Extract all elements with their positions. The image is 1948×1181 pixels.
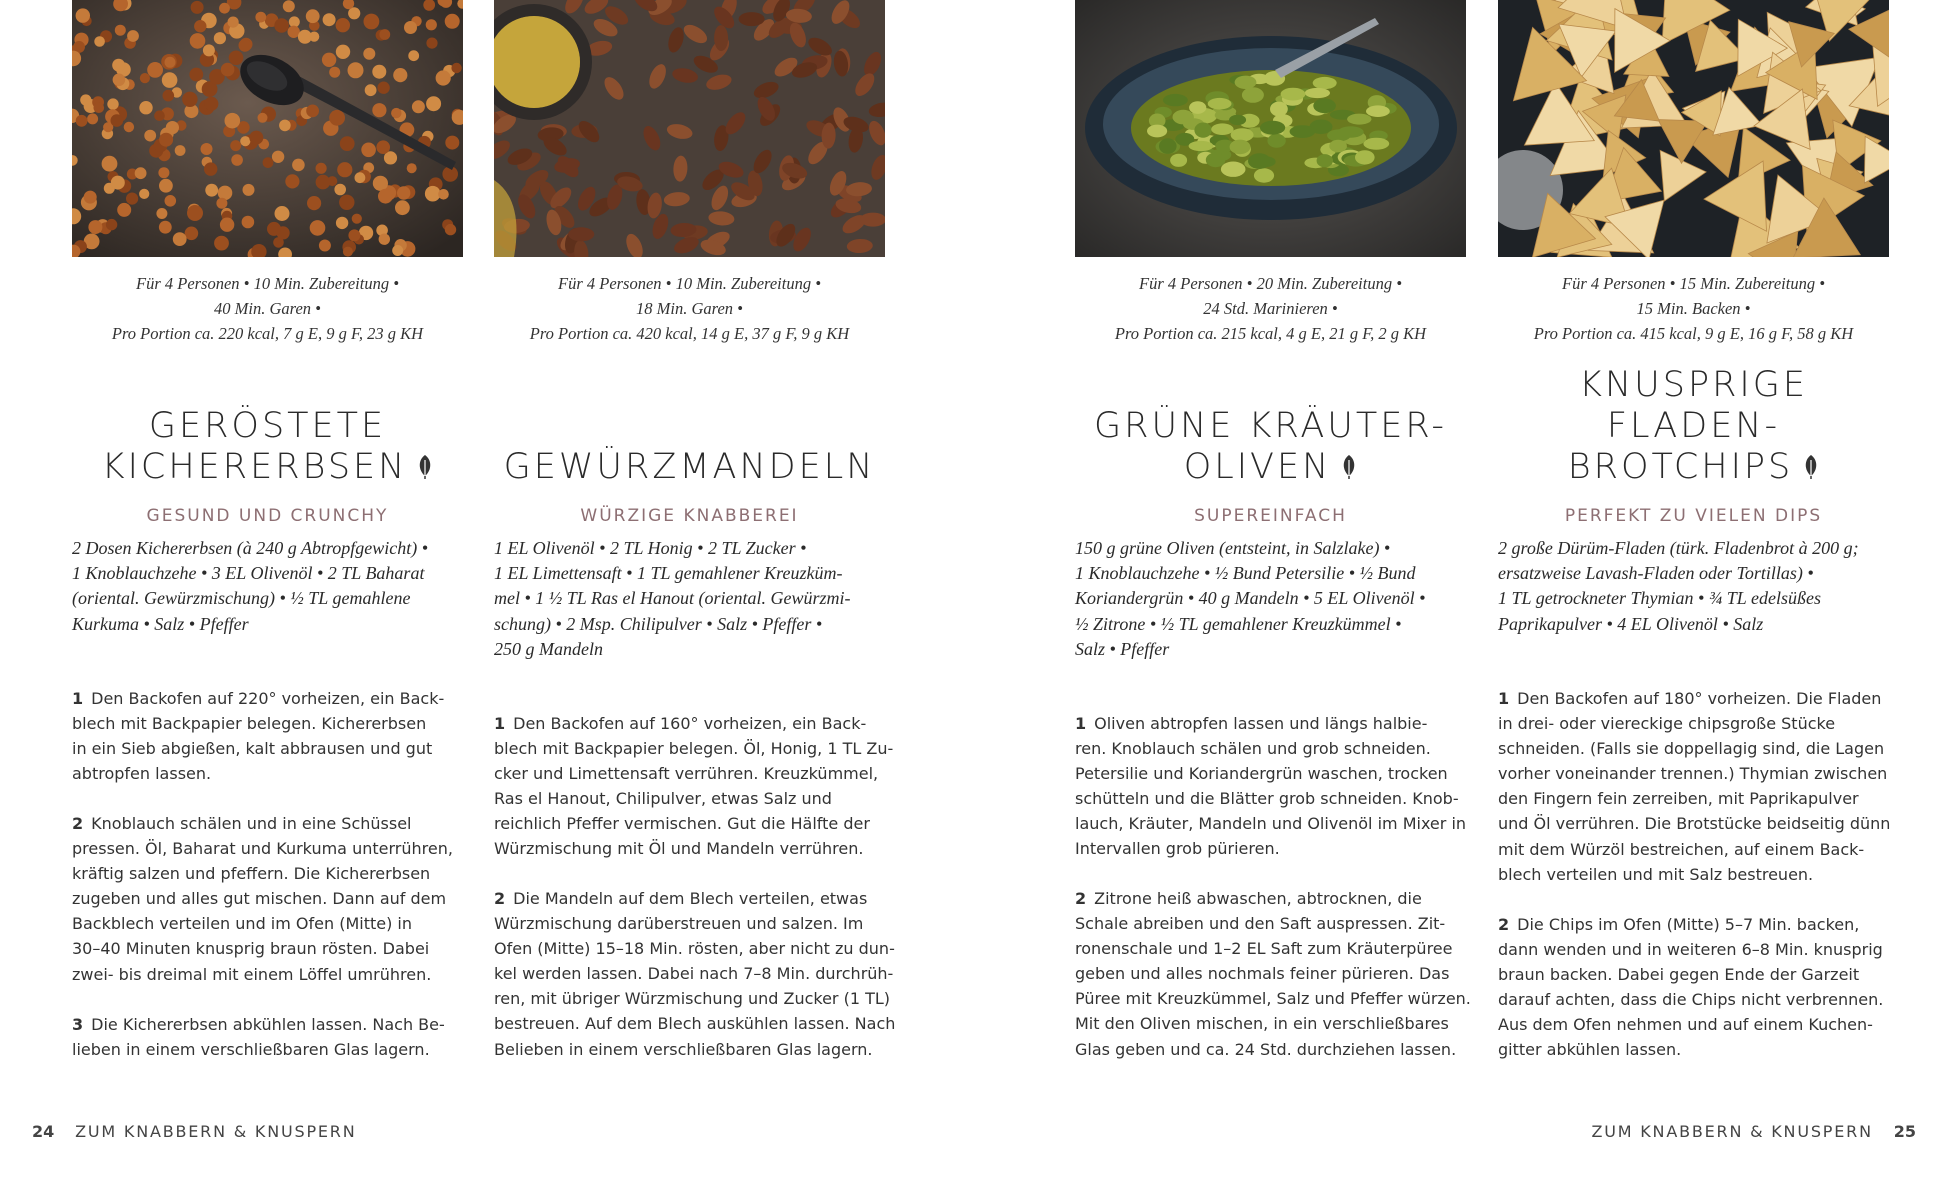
- recipe-title: KNUSPRIGE FLADEN- BROTCHIPS: [1498, 365, 1889, 488]
- page-number-left: 24: [32, 1122, 55, 1141]
- recipe-subtitle: WÜRZIGE KNABBEREI: [580, 506, 799, 526]
- section-title-right: ZUM KNABBERN & KNUSPERN: [1591, 1122, 1873, 1141]
- ingredients-list: 2 große Dürüm-Fladen (türk. Fladenbrot à 200 g; ersatzweise Lavash-Fladen oder Tortillas) • 1 TL getrockneter Thymian • ¾ TL edelsüßes Paprikapulver • 4 EL Olivenöl • Salz: [1498, 538, 1859, 634]
- section-title-left: ZUM KNABBERN & KNUSPERN: [75, 1122, 357, 1141]
- step-1: 1 Oliven abtropfen lassen und längs halbie- ren. Knoblauch schälen und grob schneiden. Petersilie und Koriandergrün waschen, trocken schütteln und die Blätter grob schneiden. Knob- lauch, Kräuter, Mandeln und Olivenöl im Mixer in Intervallen grob pürieren.: [1075, 714, 1467, 859]
- ingredients-list: 2 Dosen Kichererbsen (à 240 g Abtropfgewicht) • 1 Knoblauchzehe • 3 EL Olivenöl • 2 TL Baharat (oriental. Gewürzmischung) • ½ TL gemahlene Kurkuma • Salz • Pfeffer: [72, 538, 429, 634]
- step-1: 1 Den Backofen auf 160° vorheizen, ein Back- blech mit Backpapier belegen. Öl, Honig, 1 TL Zu- cker und Limettensaft verrühren. Kreuzkümmel, Ras el Hanout, Chilipulver, etwas Salz und reichlich Pfeffer vermischen. Gut die Hälfte der Würzmischung mit Öl und Mandeln verrühren.: [494, 714, 894, 859]
- recipe-roasted-chickpeas: [72, 0, 463, 1060]
- step-3: 3 Die Kichererbsen abkühlen lassen. Nach Be- lieben in einem verschließbaren Glas lagern.: [72, 1015, 445, 1060]
- ingredients-list: 1 EL Olivenöl • 2 TL Honig • 2 TL Zucker • 1 EL Limettensaft • 1 TL gemahlener Kreuzküm- mel • 1 ½ TL Ras el Hanout (oriental. Gewürzmi- schung) • 2 Msp. Chilipulver • Salz • Pfeffer • 250 g Mandeln: [494, 538, 851, 659]
- recipe-flatbread-chips: [1498, 0, 1891, 1060]
- step-2: 2 Zitrone heiß abwaschen, abtrocknen, die Schale abreiben und den Saft auspressen. Zit- ronenschale und 1–2 EL Saft zum Kräuterpüree geben und alles nochmals feiner pürieren. Das Püree mit Kreuzkümmel, Salz und Pfeffer würzen. Mit den Oliven mischen, in ein verschließbares Glas geben und ca. 24 Std. durchziehen lassen.: [1075, 889, 1471, 1059]
- footer-right: [1592, 1122, 1917, 1141]
- step-1: 1 Den Backofen auf 220° vorheizen, ein Back- blech mit Backpapier belegen. Kichererbsen in ein Sieb abgießen, kalt abbrausen und gut abtropfen lassen.: [72, 689, 445, 784]
- recipe-spiced-almonds: [494, 0, 896, 1059]
- leaf-icon: [1341, 454, 1357, 480]
- almonds-photo: [494, 0, 885, 257]
- recipe-title: GERÖSTETE KICHERERBSEN: [72, 406, 463, 488]
- step-1: 1 Den Backofen auf 180° vorheizen. Die Fladen in drei- oder viereckige chipsgroße Stücke schneiden. (Falls sie doppellagig sind, die Lagen vorher voneinander trennen.) Thymian zwischen den Fingern fein zerreiben, mit Paprikapulver und Öl verrühren. Die Brotstücke beidseitig dünn mit dem Würzöl bestreichen, auf einem Back- blech verteilen und mit Salz bestreuen.: [1498, 689, 1891, 884]
- page-number-right: 25: [1893, 1122, 1916, 1141]
- olives-photo: [1075, 0, 1466, 257]
- step-2: 2 Die Chips im Ofen (Mitte) 5–7 Min. backen, dann wenden und in weiteren 6–8 Min. knusprig braun backen. Dabei gegen Ende der Garzeit darauf achten, dass die Chips nicht verbrennen. Aus dem Ofen nehmen und auf einem Kuchen- gitter abkühlen lassen.: [1498, 915, 1884, 1060]
- recipe-subtitle: GESUND UND CRUNCHY: [146, 506, 389, 526]
- chickpeas-photo: [72, 0, 463, 257]
- recipe-meta: Für 4 Personen • 10 Min. Zubereitung • 18 Min. Garen • Pro Portion ca. 420 kcal, 14 g E, 37 g F, 9 g KH: [529, 274, 850, 343]
- recipe-meta: Für 4 Personen • 15 Min. Zubereitung • 15 Min. Backen • Pro Portion ca. 415 kcal, 9 g E, 16 g F, 58 g KH: [1533, 274, 1854, 343]
- leaf-icon: [1803, 454, 1819, 480]
- step-2: 2 Knoblauch schälen und in eine Schüssel pressen. Öl, Baharat und Kurkuma unterrühren, kräftig salzen und pfeffern. Die Kichererbsen zugeben und alles gut mischen. Dann auf dem Backblech verteilen und im Ofen (Mitte) in 30–40 Minuten knusprig braun rösten. Dabei zwei- bis dreimal mit einem Löffel umrühren.: [72, 814, 453, 984]
- ingredients-list: 150 g grüne Oliven (entsteint, in Salzlake) • 1 Knoblauchzehe • ½ Bund Petersilie • ½ Bund Koriandergrün • 40 g Mandeln • 5 EL Olivenöl • ½ Zitrone • ½ TL gemahlener Kreuzkümmel • Salz • Pfeffer: [1075, 538, 1426, 659]
- step-2: 2 Die Mandeln auf dem Blech verteilen, etwas Würzmischung darüberstreuen und salzen. Im Ofen (Mitte) 15–18 Min. rösten, aber nicht zu dun- kel werden lassen. Dabei nach 7–8 Min. durchrüh- ren, mit übriger Würzmischung und Zucker (1 TL) bestreuen. Auf dem Blech auskühlen lassen. Nach Belieben in einem verschließbaren Glas lagern.: [494, 889, 896, 1059]
- recipe-title: GEWÜRZMANDELN: [503, 447, 876, 487]
- recipe-title: GRÜNE KRÄUTER- OLIVEN: [1094, 406, 1447, 487]
- recipe-subtitle: PERFEKT ZU VIELEN DIPS: [1564, 506, 1823, 526]
- recipe-meta: Für 4 Personen • 10 Min. Zubereitung • 40 Min. Garen • Pro Portion ca. 220 kcal, 7 g E, 9 g F, 23 g KH: [111, 274, 424, 343]
- recipe-subtitle: SUPEREINFACH: [1194, 506, 1347, 526]
- recipe-meta: Für 4 Personen • 20 Min. Zubereitung • 24 Std. Marinieren • Pro Portion ca. 215 kcal, 4 g E, 21 g F, 2 g KH: [1114, 274, 1427, 343]
- leaf-icon: [417, 454, 433, 480]
- recipe-herb-olives: [1075, 0, 1471, 1059]
- footer-left: [32, 1122, 357, 1141]
- flatbread-chips-photo: [1498, 0, 1889, 257]
